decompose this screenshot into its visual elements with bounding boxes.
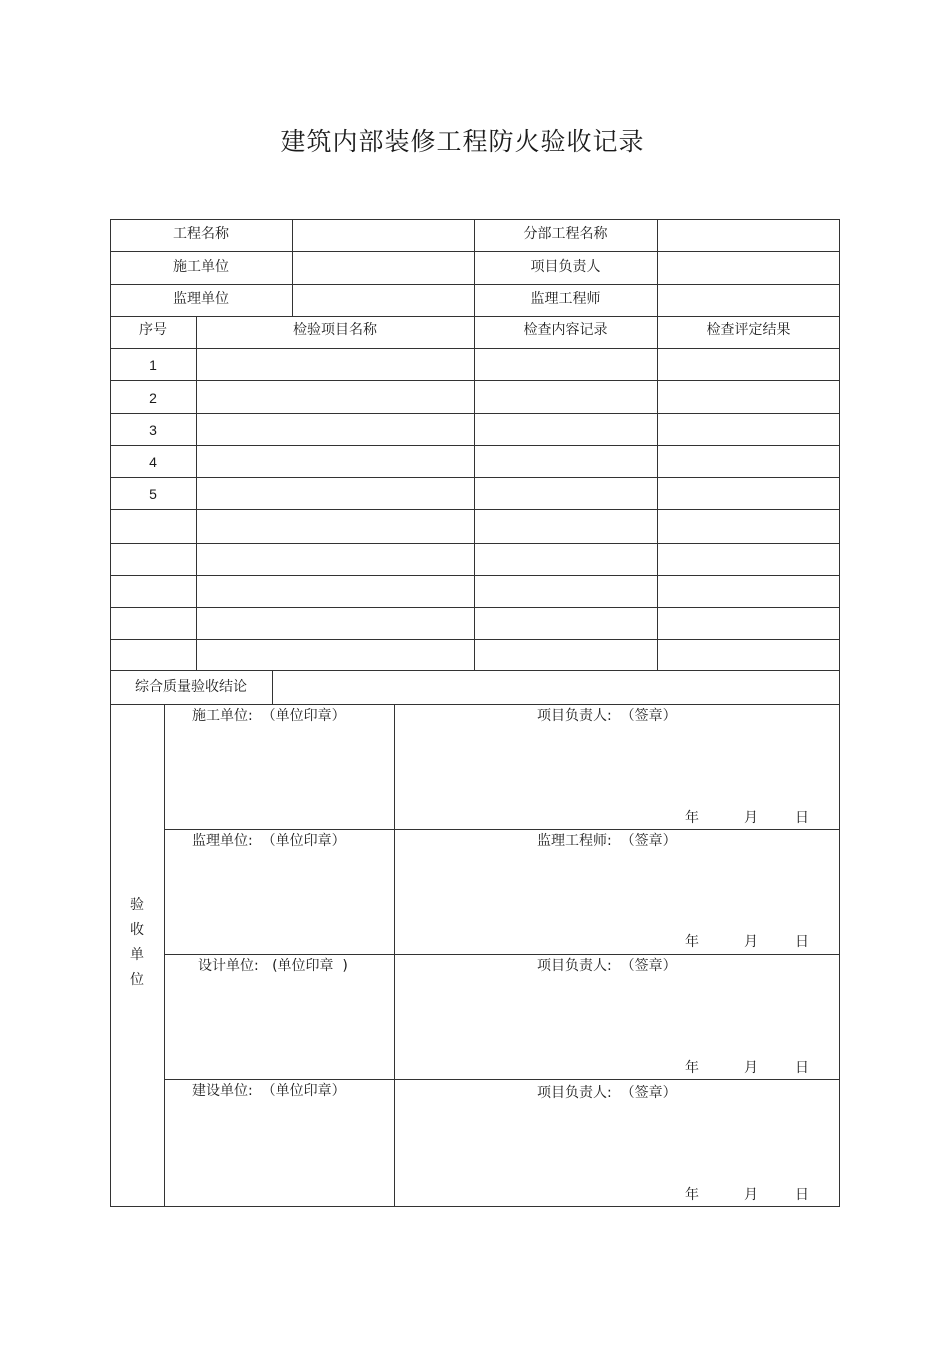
client-lead-sign-label: 项目负责人: （签章） — [537, 1085, 677, 1101]
design-lead-sign-label: 项目负责人: （签章） — [537, 958, 677, 974]
date-year: 年 — [685, 1060, 699, 1076]
date-day: 日 — [795, 810, 809, 826]
design-unit-seal-label: 设计单位: (单位印章 ) — [198, 958, 348, 974]
acceptance-side-char: 验 — [130, 897, 144, 913]
sub-project-name-label: 分部工程名称 — [523, 226, 608, 242]
supervision-engineer-sign-label: 监理工程师: （签章） — [537, 833, 677, 849]
date-month: 月 — [744, 934, 758, 950]
table-row-seq: 4 — [149, 454, 157, 470]
acceptance-side-label — [110, 893, 164, 993]
acceptance-side-char: 单 — [130, 947, 144, 963]
conclusion-label: 综合质量验收结论 — [135, 679, 247, 695]
construction-unit-label: 施工单位 — [173, 259, 229, 275]
date-day: 日 — [795, 1060, 809, 1076]
acceptance-side-char: 收 — [130, 922, 144, 938]
construction-lead-sign-label: 项目负责人: （签章） — [537, 708, 677, 724]
date-day: 日 — [795, 934, 809, 950]
supervision-unit-seal-label: 监理单位: （单位印章） — [192, 833, 346, 849]
date-day: 日 — [795, 1187, 809, 1203]
date-year: 年 — [685, 1187, 699, 1203]
table-row-seq: 5 — [149, 486, 157, 502]
date-month: 月 — [744, 1060, 758, 1076]
document-title: 建筑内部装修工程防火验收记录 — [280, 127, 645, 156]
client-unit-seal-label: 建设单位: （单位印章） — [192, 1083, 346, 1099]
supervision-unit-label: 监理单位 — [173, 291, 229, 307]
project-name-field[interactable] — [293, 220, 474, 251]
column-header-result: 检查评定结果 — [706, 322, 791, 338]
column-header-seq: 序号 — [139, 322, 167, 338]
table-row-seq: 1 — [149, 357, 157, 373]
column-header-item: 检验项目名称 — [293, 322, 377, 338]
sub-project-name-field[interactable] — [658, 220, 839, 251]
construction-unit-field[interactable] — [293, 252, 474, 284]
project-lead-field[interactable] — [658, 252, 839, 284]
date-year: 年 — [685, 934, 699, 950]
table-row-seq: 3 — [149, 422, 157, 438]
supervision-engineer-field[interactable] — [658, 285, 839, 316]
inspection-form — [110, 219, 840, 1207]
date-month: 月 — [744, 810, 758, 826]
construction-unit-seal-label: 施工单位: （单位印章） — [192, 708, 346, 724]
supervision-engineer-label: 监理工程师 — [530, 291, 601, 307]
supervision-unit-field[interactable] — [293, 285, 474, 316]
conclusion-field[interactable] — [273, 671, 839, 704]
table-row-seq: 2 — [149, 390, 157, 406]
project-name-label: 工程名称 — [173, 226, 229, 242]
date-month: 月 — [744, 1187, 758, 1203]
column-header-record: 检查内容记录 — [523, 322, 608, 338]
date-year: 年 — [685, 810, 699, 826]
acceptance-side-char: 位 — [130, 972, 144, 988]
project-lead-label: 项目负责人 — [530, 259, 601, 275]
